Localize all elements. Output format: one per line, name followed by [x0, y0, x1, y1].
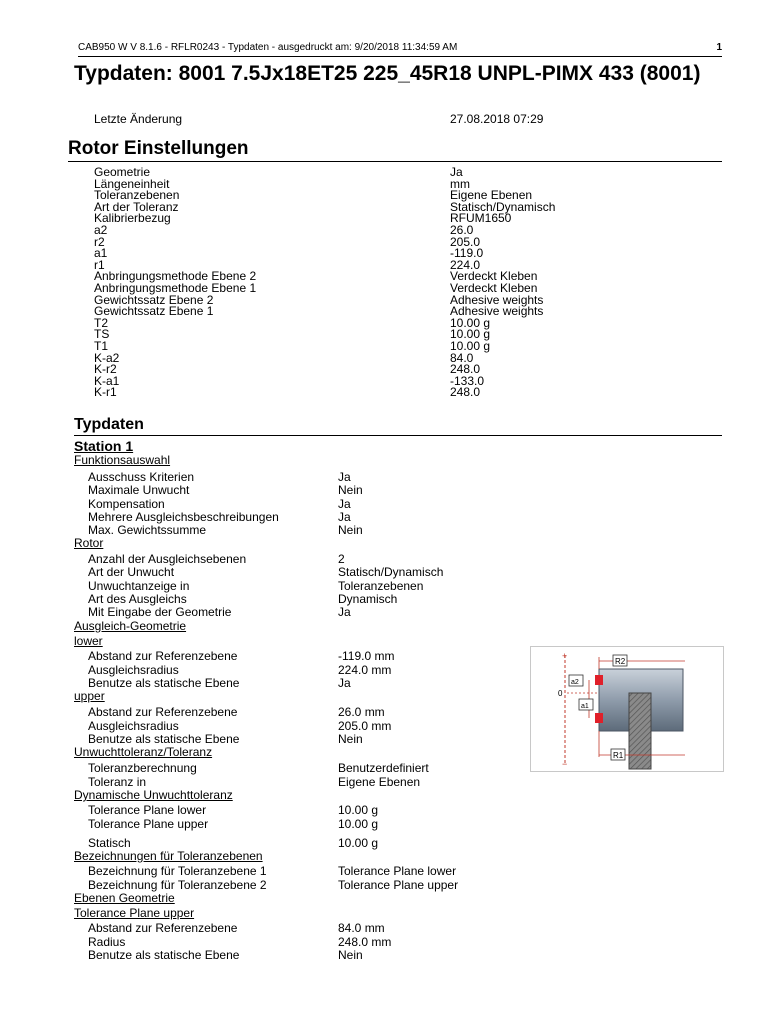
field-label: Tolerance Plane lower: [88, 803, 207, 817]
rotor-setting-value: Ja: [450, 165, 463, 179]
rotor-setting-value: Adhesive weights: [450, 292, 544, 307]
rotor-setting-row: [94, 329, 694, 341]
field-label: Statisch: [88, 836, 131, 850]
field-label: Unwuchtanzeige in: [88, 578, 190, 593]
rotor-setting-key: Anbringungsmethode Ebene 1: [94, 280, 257, 295]
field-value: 248.0 mm: [338, 934, 392, 949]
field-value: Nein: [338, 523, 363, 538]
field-value: Eigene Ebenen: [338, 774, 421, 789]
rotor-setting-key: Längeneinheit: [94, 176, 170, 191]
rotor-setting-row: [94, 315, 694, 330]
r2-label: R2: [615, 657, 626, 666]
field-label: Benutze als statische Ebene: [88, 676, 240, 691]
rotor-setting-value: -133.0: [450, 373, 485, 388]
rotor-setting-key: Gewichtssatz Ebene 1: [94, 304, 214, 319]
subsection-lower: lower: [74, 634, 103, 648]
rotor-setting-key: Geometrie: [94, 165, 151, 179]
section-ausgleich-geometrie: Ausgleich-Geometrie: [74, 619, 187, 633]
rotor-setting-row: [94, 176, 694, 191]
field-value: Statisch/Dynamisch: [338, 565, 444, 580]
field-value: Ja: [338, 496, 351, 511]
zero-label: 0: [558, 689, 563, 698]
rotor-setting-key: K-r2: [94, 362, 117, 377]
rotor-setting-value: 10.00 g: [450, 327, 491, 342]
rotor-setting-key: a2: [94, 222, 108, 237]
field-label: Benutze als statische Ebene: [88, 948, 240, 963]
field-value: 10.00 g: [338, 803, 379, 817]
rotor-settings-list: [94, 167, 694, 399]
field-label: Benutze als statische Ebene: [88, 732, 240, 747]
rotor-setting-row: [94, 387, 694, 399]
field-value: Toleranzebenen: [338, 578, 424, 593]
rotor-setting-row: [94, 213, 694, 225]
field-label: Abstand zur Referenzebene: [88, 649, 238, 663]
page-number: 1: [716, 42, 722, 53]
rotor-setting-row: [94, 167, 694, 179]
field-value: 10.00 g: [338, 817, 379, 831]
typdaten-heading: Typdaten: [74, 416, 722, 436]
rotor-setting-row: [94, 222, 694, 237]
weight-plane-1: [595, 713, 603, 723]
rotor-setting-key: K-r1: [94, 385, 117, 400]
field-value: 10.00 g: [338, 836, 379, 850]
page-title: Typdaten: 8001 7.5Jx18ET25 225_45R18 UNPL-PIMX 433 (8001): [74, 62, 701, 85]
field-value: 2: [338, 552, 345, 566]
rotor-setting-value: 224.0: [450, 257, 481, 272]
rotor-setting-key: K-a1: [94, 373, 120, 388]
rotor-setting-key: Toleranzebenen: [94, 188, 180, 203]
rotor-setting-value: Statisch/Dynamisch: [450, 199, 556, 214]
rotor-setting-key: T1: [94, 338, 109, 353]
field-value: Tolerance Plane lower: [338, 864, 457, 878]
field-label: Maximale Unwucht: [88, 483, 190, 498]
rotor-setting-key: Art der Toleranz: [94, 199, 179, 214]
field-label: Max. Gewichtssumme: [88, 523, 207, 538]
field-value: -119.0 mm: [338, 649, 395, 663]
rotor-setting-row: [94, 364, 694, 376]
section-bezeichnungen: Bezeichnungen für Toleranzebenen: [74, 849, 263, 863]
field-label: Ausgleichsradius: [88, 718, 179, 733]
rotor-setting-key: r2: [94, 234, 105, 249]
rotor-shaft: [629, 693, 651, 769]
field-label: Toleranz in: [88, 774, 147, 789]
rotor-setting-row: [94, 248, 694, 260]
field-label: Radius: [88, 934, 126, 949]
rotor-geometry-svg: [531, 647, 723, 771]
rotor-setting-value: 248.0: [450, 385, 481, 400]
rotor-settings-heading: Rotor Einstellungen: [68, 138, 722, 162]
rotor-setting-value: 205.0: [450, 234, 481, 249]
rotor-setting-value: 26.0: [450, 222, 474, 237]
rotor-setting-key: T2: [94, 315, 109, 330]
section-funktionsauswahl: Funktionsauswahl: [74, 453, 171, 467]
field-value: Nein: [338, 732, 363, 747]
field-label: Anzahl der Ausgleichsebenen: [88, 552, 247, 566]
field-label: Bezeichnung für Toleranzebene 1: [88, 864, 267, 878]
field-label: Art der Unwucht: [88, 565, 175, 580]
rotor-setting-row: [94, 190, 694, 202]
rotor-setting-key: K-a2: [94, 350, 120, 365]
section-dynamische-unwuchttoleranz: Dynamische Unwuchttoleranz: [74, 788, 233, 802]
subsection-tolerance-plane-upper: Tolerance Plane upper: [74, 906, 195, 920]
rotor-setting-key: Gewichtssatz Ebene 2: [94, 292, 214, 307]
field-value: 205.0 mm: [338, 718, 392, 733]
a2-label: a2: [571, 679, 579, 686]
rotor-setting-key: Kalibrierbezug: [94, 211, 171, 226]
last-change-label: Letzte Änderung: [94, 112, 183, 126]
field-label: Abstand zur Referenzebene: [88, 705, 238, 719]
field-value: Benutzerdefiniert: [338, 761, 429, 775]
field-value: Ja: [338, 605, 351, 620]
field-label: Tolerance Plane upper: [88, 817, 209, 831]
axis-minus-label: −: [562, 759, 568, 769]
field-label: Ausschuss Kriterien: [88, 470, 195, 484]
last-change-value: 27.08.2018 07:29: [450, 112, 544, 126]
field-value: Nein: [338, 948, 363, 963]
weight-plane-2: [595, 675, 603, 685]
field-label: Bezeichnung für Toleranzebene 2: [88, 877, 267, 892]
print-header: [78, 42, 722, 57]
section-unwuchttoleranz: Unwuchttoleranz/Toleranz: [74, 745, 213, 759]
rotor-setting-value: Adhesive weights: [450, 304, 544, 319]
rotor-setting-value: Verdeckt Kleben: [450, 269, 538, 284]
rotor-setting-key: TS: [94, 327, 110, 342]
field-label: Mehrere Ausgleichsbeschreibungen: [88, 509, 279, 524]
rotor-setting-value: RFUM1650: [450, 211, 512, 226]
rotor-setting-row: [94, 199, 694, 214]
rotor-setting-value: mm: [450, 176, 470, 191]
rotor-setting-value: 248.0: [450, 362, 481, 377]
rotor-setting-key: r1: [94, 257, 105, 272]
field-value: Ja: [338, 509, 351, 524]
rotor-setting-value: 10.00 g: [450, 315, 491, 330]
station-heading: Station 1: [74, 438, 134, 454]
rotor-setting-row: [94, 350, 694, 365]
field-value: Nein: [338, 483, 363, 498]
rotor-setting-value: Verdeckt Kleben: [450, 280, 538, 295]
field-value: Tolerance Plane upper: [338, 877, 459, 892]
field-label: Mit Eingabe der Geometrie: [88, 605, 232, 620]
subsection-upper: upper: [74, 689, 105, 703]
rotor-setting-key: Anbringungsmethode Ebene 2: [94, 269, 257, 284]
rotor-setting-value: 10.00 g: [450, 338, 491, 353]
field-value: Ja: [338, 470, 351, 484]
rotor-setting-row: [94, 306, 694, 318]
r1-label: R1: [613, 751, 624, 760]
rotor-geometry-diagram: [530, 646, 724, 772]
rotor-setting-value: -119.0: [450, 246, 484, 261]
field-label: Kompensation: [88, 496, 165, 511]
field-label: Art des Ausgleichs: [88, 591, 187, 606]
field-label: Abstand zur Referenzebene: [88, 921, 238, 935]
rotor-setting-row: [94, 373, 694, 388]
field-value: 84.0 mm: [338, 921, 385, 935]
rotor-setting-value: Eigene Ebenen: [450, 188, 533, 203]
rotor-setting-row: [94, 234, 694, 249]
a1-label: a1: [581, 703, 589, 710]
rotor-setting-row: [94, 338, 694, 353]
section-ebenen-geometrie: Ebenen Geometrie: [74, 891, 175, 905]
field-value: Ja: [338, 676, 351, 691]
section-rotor: Rotor: [74, 536, 104, 550]
rotor-setting-key: a1: [94, 246, 108, 261]
axis-plus-label: +: [562, 651, 568, 661]
rotor-setting-value: 84.0: [450, 350, 474, 365]
field-value: 224.0 mm: [338, 662, 392, 677]
field-value: 26.0 mm: [338, 705, 385, 719]
field-value: Dynamisch: [338, 591, 398, 606]
field-label: Toleranzberechnung: [88, 761, 197, 775]
header-text: CAB950 W V 8.1.6 - RFLR0243 - Typdaten - ausgedruckt am: 9/20/2018 11:34:59 AM: [78, 42, 458, 53]
field-label: Ausgleichsradius: [88, 662, 179, 677]
